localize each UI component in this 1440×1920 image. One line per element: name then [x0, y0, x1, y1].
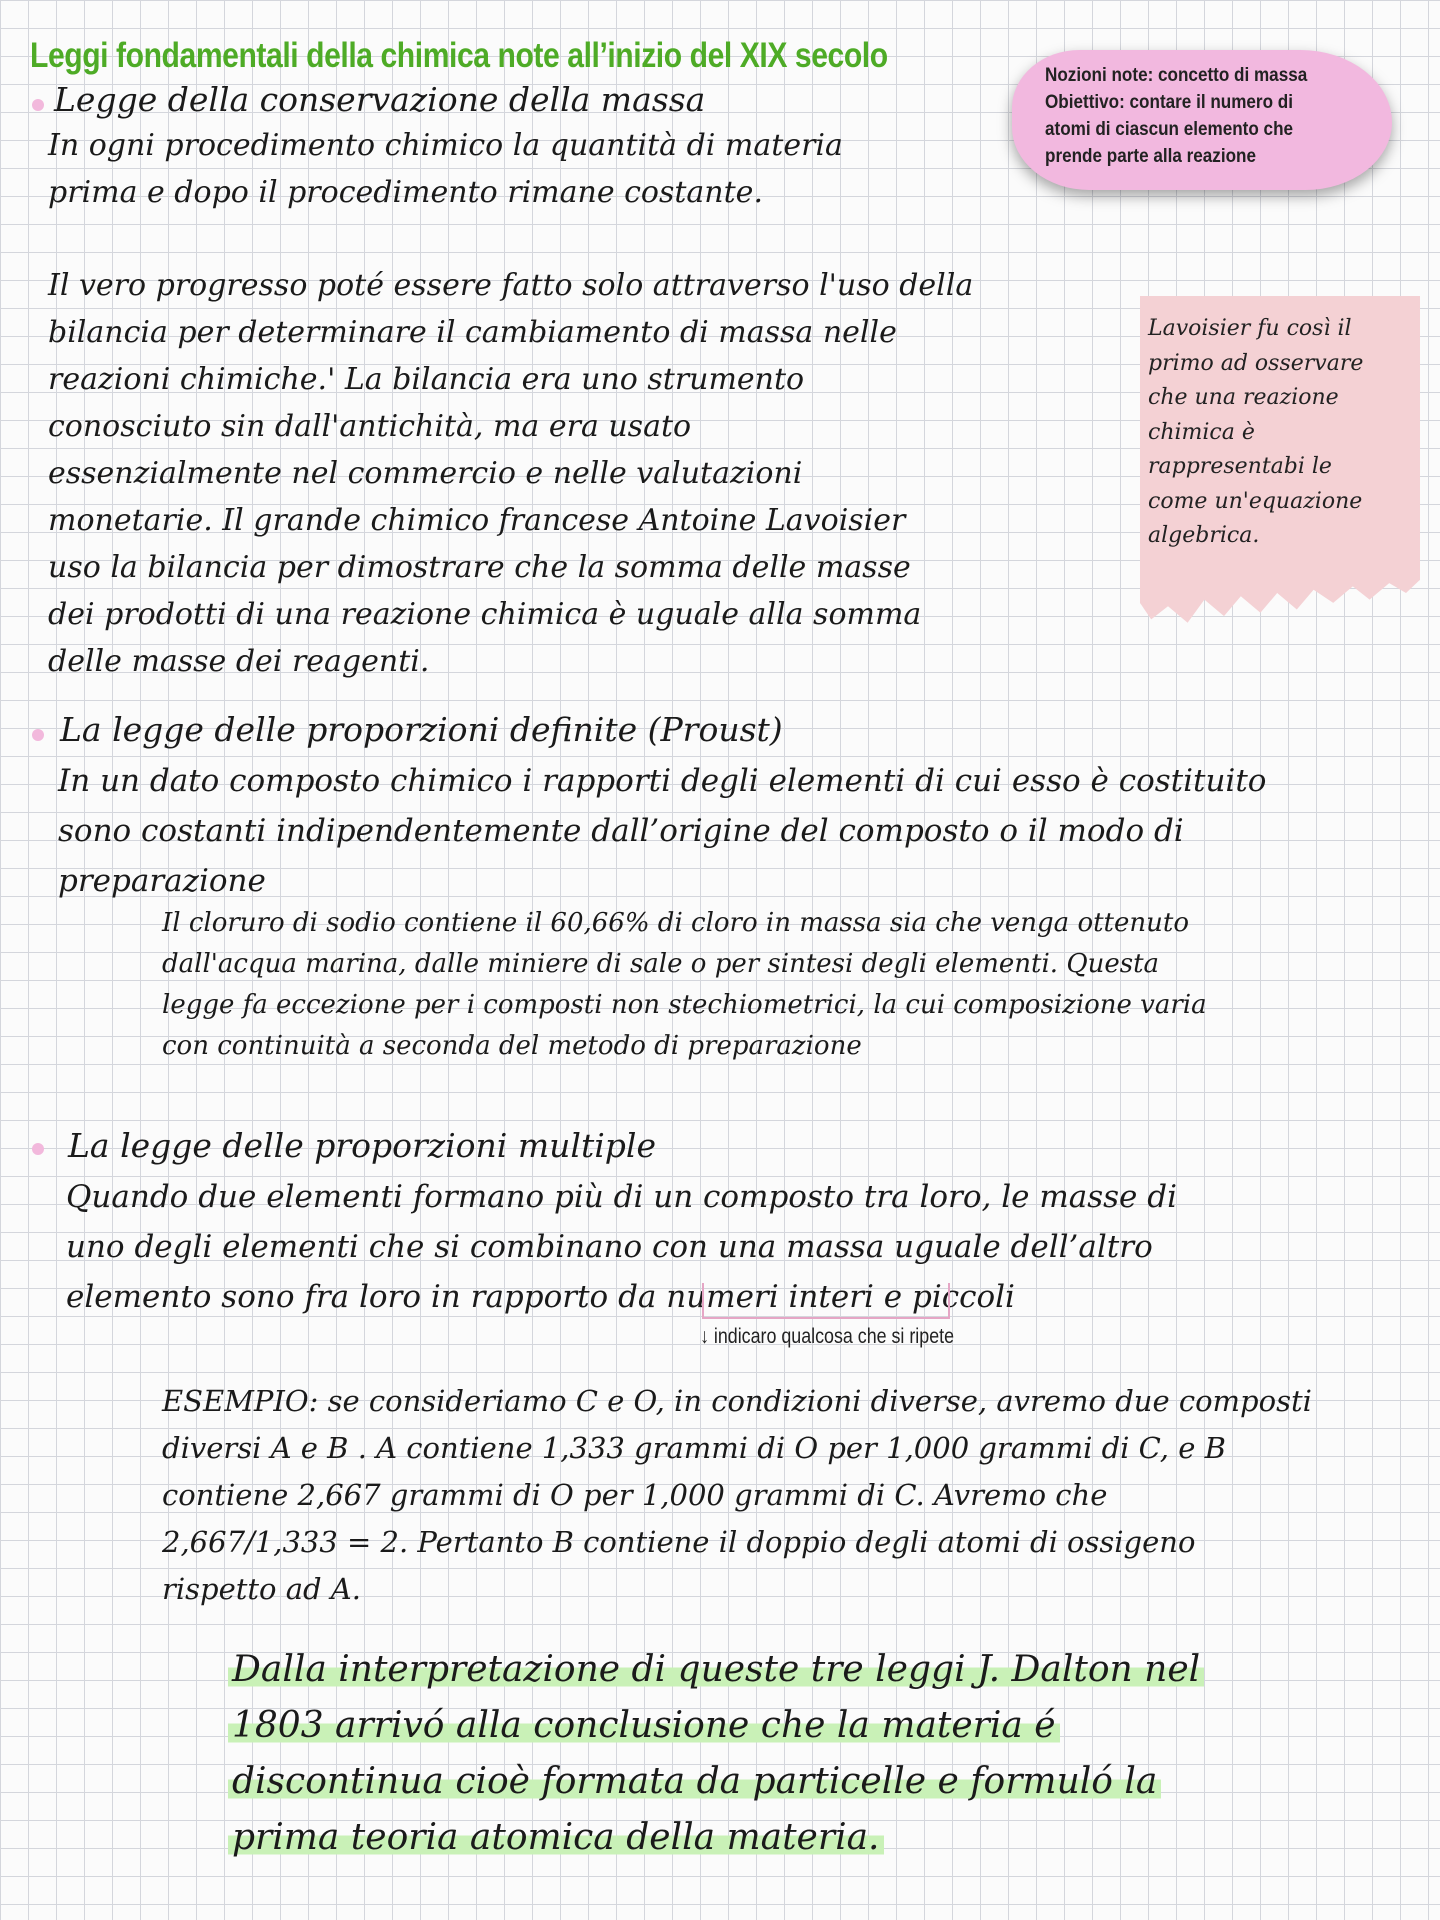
text-line: contiene 2,667 grammi di O per 1,000 grammi di C. Avremo che — [162, 1478, 1108, 1512]
note-line: rappresentabi le — [1148, 454, 1332, 479]
text-line: In un dato composto chimico i rapporti degli elementi di cui esso è costituito — [58, 763, 1267, 799]
section-detail-definite — [162, 903, 1207, 1067]
bubble-line: atomi di ciascun elemento che — [1045, 119, 1294, 140]
bullet-icon — [32, 729, 44, 741]
text-line — [228, 1642, 1378, 1698]
text-line: preparazione — [58, 863, 266, 899]
boxed-term: numeri interi — [666, 1279, 874, 1315]
handwritten-annotation: ↓ indicaro qualcosa che si ripete — [700, 1325, 955, 1348]
sticky-note-text — [1148, 312, 1418, 554]
bullet-icon — [32, 99, 44, 111]
bullet-icon — [32, 1143, 44, 1155]
text-segment: elemento sono fra loro in rapporto da — [66, 1279, 667, 1315]
note-line: che una reazione — [1148, 385, 1339, 410]
text-line: Quando due elementi formano più di un composto tra loro, le masse di — [66, 1179, 1177, 1215]
bubble-line: Nozioni note: concetto di massa — [1045, 65, 1308, 86]
section-body-multiple — [66, 1172, 1177, 1322]
text-line: Il vero progresso poté essere fatto solo attraverso l'uso della — [48, 268, 974, 303]
text-line: ESEMPIO: se consideriamo C e O, in condizioni diverse, avremo due composti — [162, 1384, 1312, 1418]
text-line: In ogni procedimento chimico la quantità di materia — [48, 128, 843, 163]
text-line: Il cloruro di sodio contiene il 60,66% di cloro in massa sia che venga ottenuto — [162, 908, 1189, 938]
section-heading-conservation: Legge della conservazione della massa — [54, 80, 706, 119]
highlighted-text: prima teoria atomica della materia. — [228, 1817, 884, 1858]
note-line: chimica è — [1148, 419, 1255, 445]
text-line: reazioni chimiche.' La bilancia era uno strumento — [48, 362, 805, 397]
conclusion-block — [228, 1642, 1378, 1866]
highlighted-text: Dalla interpretazione di queste tre leggi J. Dalton nel — [228, 1649, 1204, 1690]
text-line: uso la bilancia per dimostrare che la somma delle masse — [48, 550, 911, 585]
text-line: bilancia per determinare il cambiamento di massa nelle — [48, 315, 897, 350]
section-body-definite — [58, 756, 1266, 906]
notes-bubble-text — [1045, 62, 1351, 170]
text-line: dall'acqua marina, dalle miniere di sale o per sintesi degli elementi. Questa — [162, 949, 1160, 979]
text-line: rispetto ad A. — [162, 1572, 361, 1606]
section-body-balance — [48, 262, 973, 685]
page-title: Leggi fondamentali della chimica note all’inizio del XIX secolo — [30, 36, 888, 75]
note-line: algebrica. — [1148, 523, 1260, 548]
text-line: uno degli elementi che si combinano con una massa uguale dell’altro — [66, 1229, 1153, 1265]
text-line: 2,667/1,333 = 2. Pertanto B contiene il doppio degli atomi di ossigeno — [162, 1525, 1196, 1559]
text-line: dei prodotti di una reazione chimica è uguale alla somma — [48, 597, 922, 632]
note-line: come un'equazione — [1148, 488, 1363, 514]
note-line: primo ad osservare — [1148, 350, 1364, 376]
text-line — [228, 1754, 1378, 1810]
term-bracket — [702, 1283, 950, 1319]
text-line: diversi A e B . A contiene 1,333 grammi di O per 1,000 grammi di C, e B — [162, 1431, 1226, 1465]
text-segment: e piccoli — [873, 1279, 1015, 1315]
text-line: delle masse dei reagenti. — [48, 644, 430, 679]
text-line — [228, 1810, 1378, 1866]
section-heading-definite: La legge delle proporzioni definite (Proust) — [60, 710, 783, 749]
text-line: legge fa eccezione per i composti non stechiometrici, la cui composizione varia — [162, 990, 1207, 1020]
section-body-conservation — [48, 122, 843, 216]
text-line: sono costanti indipendentemente dall’origine del composto o il modo di — [58, 813, 1184, 849]
text-line — [66, 1272, 1177, 1322]
bubble-line: Obiettivo: contare il numero di — [1045, 92, 1293, 113]
example-block — [162, 1378, 1312, 1613]
text-line: con continuità a seconda del metodo di preparazione — [162, 1031, 862, 1061]
text-line: conosciuto sin dall'antichità, ma era usato — [48, 409, 692, 444]
highlighted-text: 1803 arrivó alla conclusione che la materia é — [228, 1705, 1060, 1746]
bubble-line: prende parte alla reazione — [1045, 146, 1256, 167]
text-line: prima e dopo il procedimento rimane costante. — [48, 175, 763, 210]
text-line: essenzialmente nel commercio e nelle valutazioni — [48, 456, 803, 491]
highlighted-text: discontinua cioè formata da particelle e formuló la — [228, 1761, 1161, 1802]
text-line: monetarie. Il grande chimico francese Antoine Lavoisier — [48, 503, 906, 538]
text-line — [228, 1698, 1378, 1754]
note-line: Lavoisier fu così il — [1148, 316, 1352, 341]
section-heading-multiple: La legge delle proporzioni multiple — [68, 1126, 656, 1165]
